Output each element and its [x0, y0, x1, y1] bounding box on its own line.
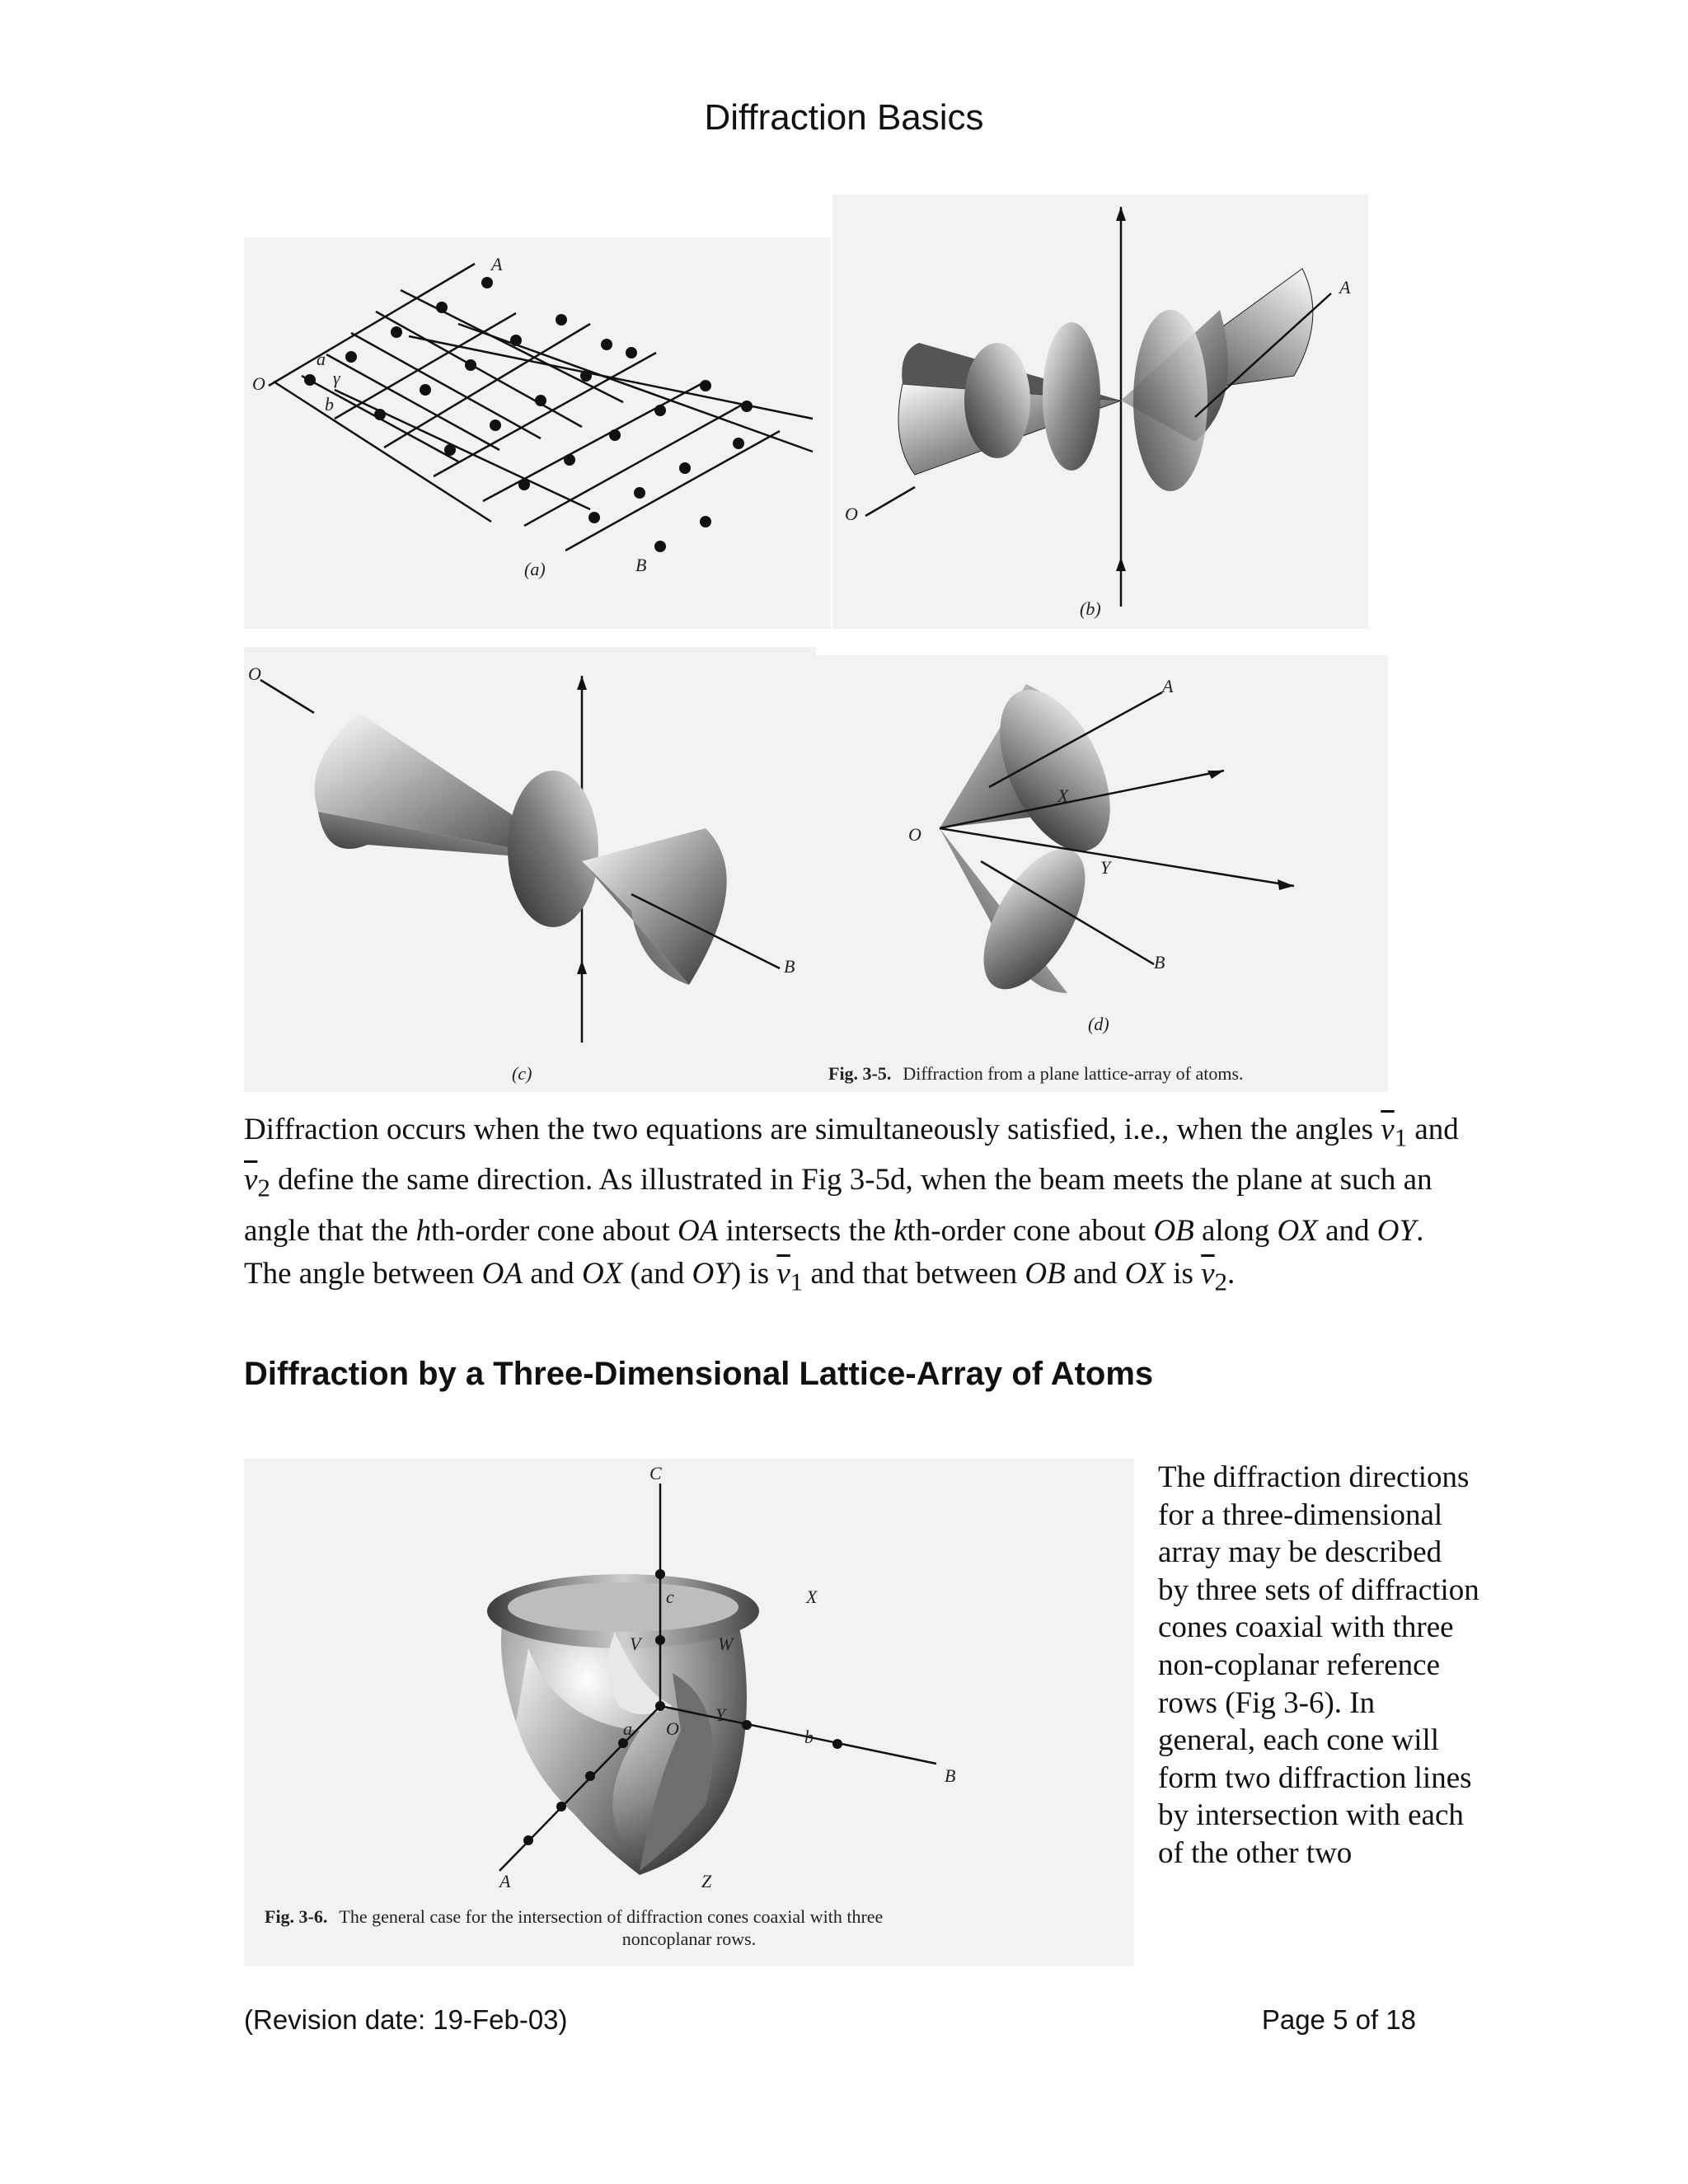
- footer-revision-date: (Revision date: 19-Feb-03): [244, 2004, 568, 2035]
- fig36-label-c: c: [666, 1586, 674, 1607]
- fig35d-label-B: B: [1154, 952, 1165, 972]
- fig35c-label-B: B: [784, 956, 795, 977]
- fig35-caption-text: Diffraction from a plane lattice-array of atoms.: [903, 1063, 1244, 1084]
- fig36-label-Z: Z: [701, 1871, 712, 1891]
- fig35d-label-Y: Y: [1100, 857, 1111, 878]
- body-paragraph-1: Diffraction occurs when the two equations are simultaneously satisfied, i.e., when the angles $\overline{\nu}_1$ and $\overline{\nu}_2$ define the same direction. As illustrated in Fig 3-5d, when the beam meets the plane at such an angle that the hth-order cone about OA intersects the kth-order cone about OB along OX and OY. The angle between OA and OX (and OY) is $\overline{\nu}_1$ and that between OB and OX is $\overline{\nu}_2$.: [244, 1113, 1459, 1296]
- fig36-caption-line1: [265, 1906, 883, 1927]
- fig36-label-V: V: [630, 1633, 641, 1654]
- fig35a-label-B: B: [635, 555, 647, 575]
- fig36-label-C: C: [649, 1463, 662, 1483]
- fig36-label-W: W: [718, 1633, 734, 1654]
- fig35-caption: [828, 1063, 1244, 1084]
- figure-3-5d-cones: [816, 655, 1388, 1092]
- fig36-label-a: a: [623, 1718, 632, 1739]
- fig36-caption-label: Fig. 3-6.: [265, 1906, 328, 1927]
- fig36-label-X: X: [806, 1586, 818, 1607]
- body-paragraph-2: The diffraction directions for a three-dimensional array may be described by three sets of diffraction cones coaxial with three non-coplanar reference rows (Fig 3-6). In general, each cone will form two diffraction lines by intersection with each of the other two: [1158, 1460, 1479, 1870]
- figure-3-6-cones: [244, 1459, 1134, 1966]
- fig36-label-Y: Y: [715, 1704, 726, 1725]
- fig35b-caption: (b): [1080, 598, 1101, 619]
- fig35a-label-origin: O: [252, 373, 265, 394]
- fig36-caption-text: The general case for the intersection of diffraction cones coaxial with three: [339, 1906, 884, 1927]
- fig35d-label-origin: O: [908, 824, 921, 845]
- section-heading: Diffraction by a Three-Dimensional Lattice-Array of Atoms: [244, 1356, 1154, 1392]
- fig35a-label-b: b: [325, 394, 334, 415]
- fig36-caption-line2: noncoplanar rows.: [621, 1929, 757, 1949]
- fig35b-label-A: A: [1339, 277, 1351, 298]
- fig35a-label-A: A: [491, 254, 503, 274]
- fig36-label-O: O: [666, 1718, 679, 1739]
- fig35a-label-gamma: γ: [333, 368, 340, 388]
- fig35b-label-origin: O: [845, 504, 858, 524]
- page-header-title: Diffraction Basics: [704, 97, 984, 138]
- figure-3-5a-lattice: [244, 237, 831, 629]
- fig35c-caption: (c): [512, 1063, 532, 1084]
- fig35d-label-A: A: [1162, 676, 1174, 696]
- fig36-label-B: B: [945, 1765, 956, 1786]
- fig36-label-b: b: [804, 1727, 814, 1747]
- fig35a-caption: (a): [524, 559, 546, 579]
- fig35d-label-X: X: [1057, 785, 1069, 806]
- fig35-caption-label: Fig. 3-5.: [828, 1063, 892, 1084]
- fig35d-caption: (d): [1088, 1014, 1109, 1034]
- figure-3-5c-cones: [244, 647, 816, 1092]
- footer-page-number: Page 5 of 18: [1261, 2004, 1416, 2035]
- fig36-label-A: A: [499, 1871, 511, 1891]
- fig35c-label-origin: O: [248, 663, 261, 684]
- figure-3-5b-cones: [832, 194, 1368, 629]
- fig35a-label-a: a: [316, 349, 326, 369]
